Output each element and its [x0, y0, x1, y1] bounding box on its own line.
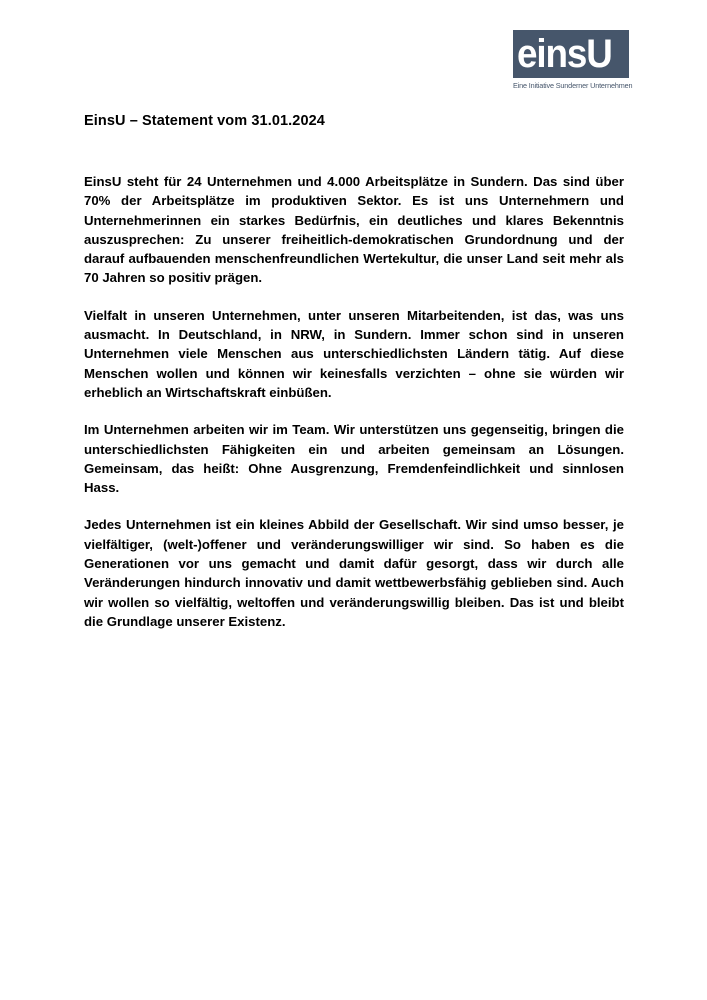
page-title: EinsU – Statement vom 31.01.2024	[84, 113, 325, 129]
body-paragraph: Jedes Unternehmen ist ein kleines Abbild der Gesellschaft. Wir sind umso besser, je vielfältiger, (welt-)offener und veränderungswilliger wir sind. So haben es die Generationen vor uns gemacht und damit dafür gesorgt, dass wir durch alle Veränderungen hindurch innovativ und damit wettbewerbsfähig geblieben sind. Auch wir wollen so vielfältig, weltoffen und veränderungswillig bleiben. Das ist und bleibt die Grundlage unserer Existenz.	[84, 517, 624, 629]
body-paragraph: EinsU steht für 24 Unternehmen und 4.000 Arbeitsplätze in Sundern. Das sind über 70% der Arbeitsplätze im produktiven Sektor. Es ist uns Unternehmern und Unternehmerinnen ein starkes Bedürfnis, ein deutliches und klares Bekenntnis auszusprechen: Zu unserer freiheitlich-demokratischen Grundordnung und der darauf aufbauenden menschenfreundlichen Wertekultur, die unser Land seit mehr als 70 Jahren so positiv prägen.	[84, 174, 624, 286]
einsu-logo	[513, 30, 633, 90]
body-paragraph: Im Unternehmen arbeiten wir im Team. Wir unterstützen uns gegenseitig, bringen die unterschiedlichsten Fähigkeiten ein und arbeiten gemeinsam an Lösungen. Gemeinsam, das heißt: Ohne Ausgrenzung, Fremdenfeindlichkeit und sinnlosen Hass.	[84, 422, 624, 496]
logo-wordmark: einsU	[517, 32, 612, 76]
logo-tagline: Eine Initiative Sunderner Unternehmen	[513, 81, 633, 90]
logo-box	[513, 30, 629, 78]
body-paragraph: Vielfalt in unseren Unternehmen, unter unseren Mitarbeitenden, ist das, was uns ausmacht. In Deutschland, in NRW, in Sundern. Immer schon sind in unseren Unternehmen viele Menschen aus unterschiedlichsten Ländern tätig. Auf diese Menschen wollen und können wir keinesfalls verzichten – ohne sie würden wir erheblich an Wirtschaftskraft einbüßen.	[84, 307, 624, 400]
document-body	[84, 172, 624, 631]
